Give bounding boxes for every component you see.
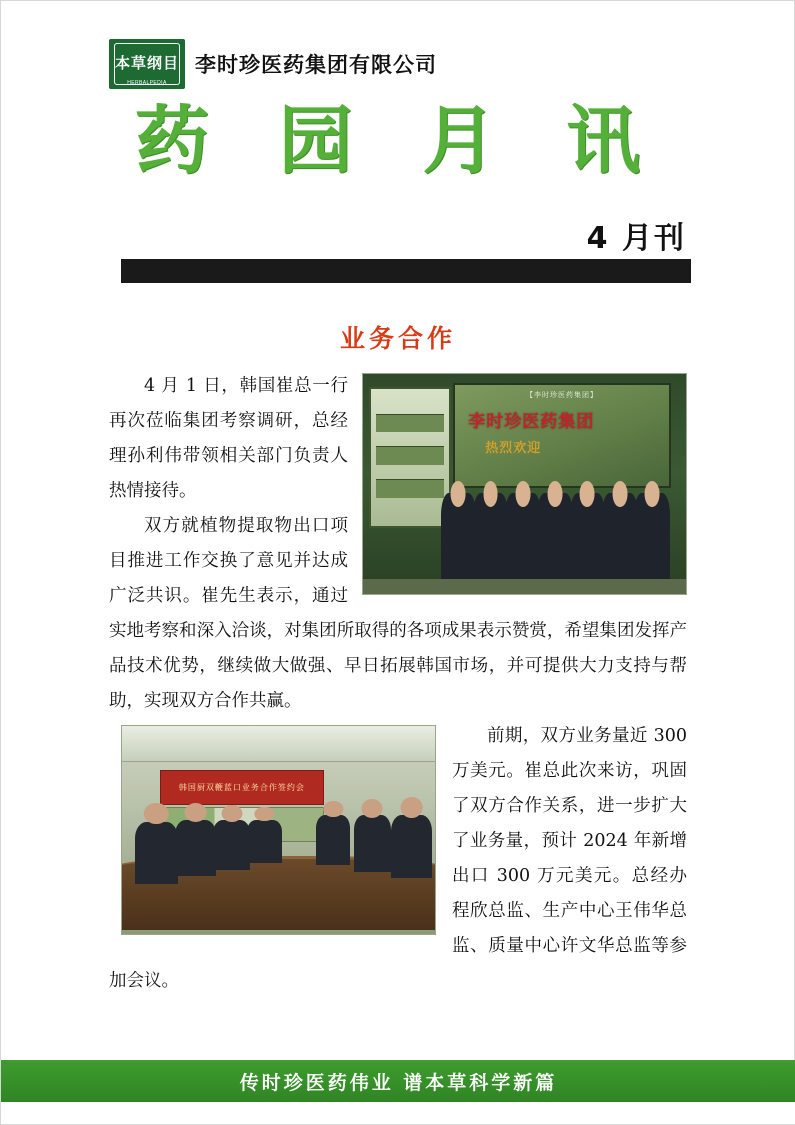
screen-subtitle-text: 热烈欢迎 (485, 441, 542, 457)
meeting-photo (121, 725, 436, 935)
screen-top-text: 【李时珍医药集团】 (526, 390, 599, 399)
backdrop-screen (453, 383, 670, 488)
paragraph-2-text: 双方就植物提取物出口项目推进工作交换了意见并达成广泛共识。崔先生表示，通过实地考察和深入洽谈，对集团所取得的各项成果表示赞赏，希望集团发挥产品技术优势，继续做大做强、早日拓展韩国市场，并可提供大力支持与帮助，实现双方合作共赢。 (109, 516, 687, 711)
group-photo (362, 373, 687, 595)
logo-chinese-text: 本草纲目 (114, 53, 179, 72)
issue-label: 4 月刊 (586, 221, 686, 256)
company-name: 李时珍医药集团有限公司 (195, 53, 437, 77)
group-photo-people (363, 484, 686, 594)
paragraph-1-text: 4 月 1 日，韩国崔总一行再次莅临集团考察调研，总经理孙利伟带领相关部门负责人热情接待。 (109, 376, 348, 501)
header-divider-bar (121, 259, 691, 283)
meeting-banner-text: 韩国厨双鞭蓝口业务合作签约会 (160, 770, 325, 805)
footer-bar (1, 1060, 795, 1102)
section-title: 业务合作 (339, 324, 456, 353)
paragraph-3-text: 前期，双方业务量近 300 万美元。崔总此次来访，巩固了双方合作关系，进一步扩大了业务量，预计 2024 年新增出口 300 万元美元。总经办程欣总监、生产中心王伟华总监、质量中心许文华总监等参加会议。 (109, 726, 687, 991)
footer-bottom-strip (1, 1102, 795, 1124)
logo-english-text: HERBALPEDIA (127, 80, 167, 86)
brand-row (109, 39, 437, 89)
article-body (109, 319, 687, 999)
masthead (1, 1, 795, 301)
screen-title-text: 李时珍医药集团 (468, 412, 595, 433)
group-photo-floor (363, 579, 686, 594)
page-title: 药 园 月 讯 (134, 98, 663, 184)
footer-slogan: 传时珍医药伟业 谱本草科学新篇 (239, 1071, 558, 1094)
company-logo-icon (109, 39, 185, 89)
meeting-room-ceiling (122, 726, 435, 762)
